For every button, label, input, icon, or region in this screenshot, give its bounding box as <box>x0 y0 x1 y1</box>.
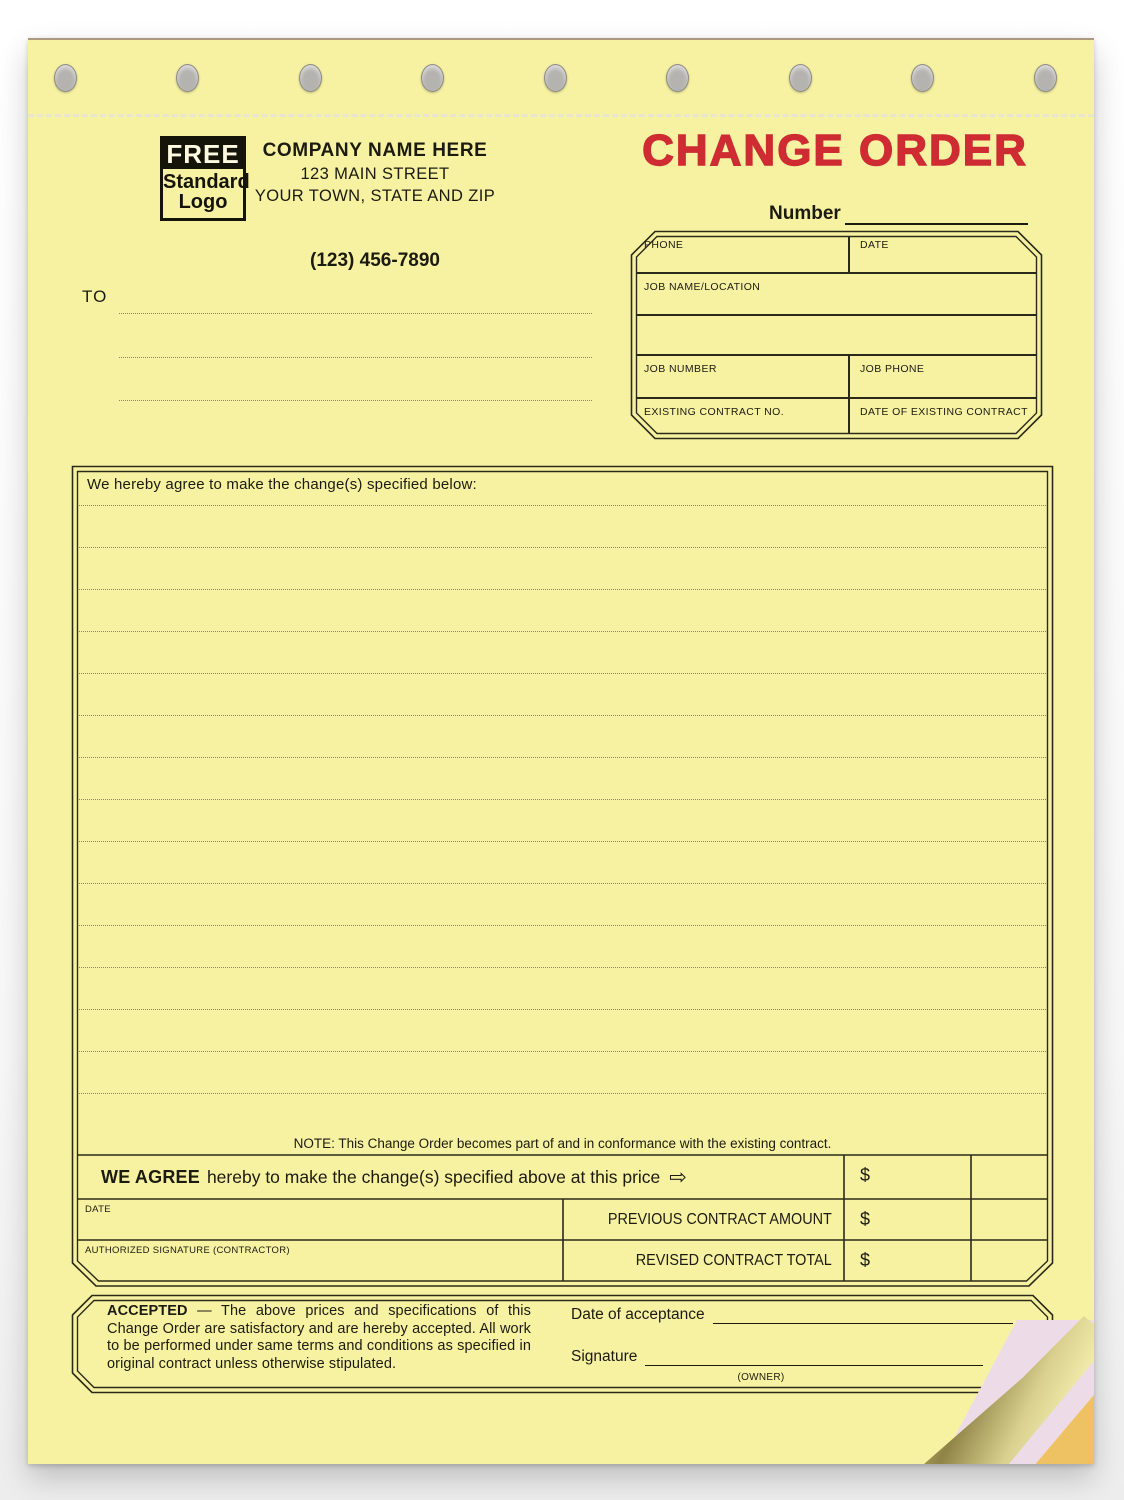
job-name-field-label: JOB NAME/LOCATION <box>644 281 761 293</box>
owner-signature-label: Signature <box>571 1348 638 1365</box>
existing-date-field-label: DATE OF EXISTING CONTRACT <box>860 406 1028 418</box>
we-agree-text: hereby to make the change(s) specified above at this price <box>206 1166 661 1187</box>
form-title: CHANGE ORDER <box>642 126 1028 175</box>
number-blank-line <box>845 206 1028 225</box>
company-phone: (123) 456-7890 <box>310 250 440 271</box>
agreed-price-dollar-sign: $ <box>860 1165 871 1185</box>
info-grid-line <box>637 314 1036 316</box>
to-address-line <box>119 357 592 358</box>
punch-hole <box>911 64 934 92</box>
writing-line <box>79 757 1046 758</box>
acceptance-statement: ACCEPTED — The above prices and specifications of this Change Order are satisfactory and are hereby accepted. All work to be performed under same terms and conditions as specified in original contract unless otherwise stipulated. <box>107 1303 531 1372</box>
writing-line <box>79 1009 1046 1010</box>
writing-line <box>79 589 1046 590</box>
writing-line <box>79 631 1046 632</box>
punch-hole <box>421 64 444 92</box>
to-address-lines <box>119 313 592 408</box>
writing-line <box>79 505 1046 506</box>
writing-line <box>79 925 1046 926</box>
phone-field-label: PHONE <box>644 239 684 251</box>
logo-free-label: FREE <box>163 139 243 169</box>
job-number-field-label: JOB NUMBER <box>644 363 717 375</box>
conformance-note: NOTE: This Change Order becomes part of and in conformance with the existing contract. <box>293 1136 832 1151</box>
info-grid-line <box>848 354 850 433</box>
carbonless-copies-curl <box>922 1310 1094 1464</box>
previous-amount-dollar-sign: $ <box>860 1209 871 1229</box>
date-signature-label: DATE <box>85 1204 111 1215</box>
right-arrow-icon: ⇨ <box>669 1165 687 1189</box>
punch-hole <box>299 64 322 92</box>
info-grid-line <box>637 354 1036 356</box>
date-of-acceptance-label: Date of acceptance <box>571 1306 705 1323</box>
writing-line <box>79 799 1046 800</box>
info-grid-line <box>637 272 1036 274</box>
company-address-1: 123 MAIN STREET <box>300 165 450 183</box>
punch-hole <box>666 64 689 92</box>
company-name: COMPANY NAME HERE <box>262 140 488 161</box>
change-details-box <box>71 465 1054 1287</box>
job-info-box <box>630 230 1043 440</box>
agreement-intro: We hereby agree to make the change(s) specified below: <box>87 476 477 493</box>
existing-contract-field-label: EXISTING CONTRACT NO. <box>644 406 785 418</box>
previous-contract-amount-label: PREVIOUS CONTRACT AMOUNT <box>608 1210 832 1228</box>
writing-line <box>79 547 1046 548</box>
punch-hole <box>544 64 567 92</box>
number-row <box>769 203 1028 225</box>
authorized-signature-label: AUTHORIZED SIGNATURE (CONTRACTOR) <box>85 1245 290 1256</box>
writing-line <box>79 1093 1046 1094</box>
writing-line <box>79 841 1046 842</box>
revised-total-dollar-sign: $ <box>860 1250 871 1270</box>
acceptance-box <box>71 1294 1054 1394</box>
punch-hole <box>54 64 77 92</box>
punch-hole <box>1034 64 1057 92</box>
we-agree-label: WE AGREE <box>101 1166 200 1187</box>
number-label: Number <box>769 203 841 224</box>
ruled-area <box>71 465 1054 1165</box>
writing-line <box>79 673 1046 674</box>
writing-line <box>79 967 1046 968</box>
to-address-line <box>119 400 592 401</box>
to-label: TO <box>82 287 108 306</box>
company-block <box>185 140 565 206</box>
we-agree-row <box>71 1155 844 1199</box>
writing-line <box>79 715 1046 716</box>
owner-caption: (OWNER) <box>737 1372 785 1383</box>
writing-line <box>79 1051 1046 1052</box>
punch-hole <box>789 64 812 92</box>
logo-logo-label: Logo <box>178 191 228 213</box>
revised-contract-total-label: REVISED CONTRACT TOTAL <box>636 1251 832 1269</box>
to-address-line <box>119 313 592 314</box>
info-grid-line <box>848 237 850 272</box>
job-phone-field-label: JOB PHONE <box>860 363 925 375</box>
date-field-label: DATE <box>860 239 889 251</box>
writing-line <box>79 883 1046 884</box>
info-grid-line <box>637 397 1036 399</box>
punch-hole <box>176 64 199 92</box>
company-address-2: YOUR TOWN, STATE AND ZIP <box>254 187 496 205</box>
change-order-form-sheet <box>28 38 1094 1464</box>
perforation-line <box>28 114 1094 117</box>
logo-standard-label: Standard <box>163 171 250 193</box>
